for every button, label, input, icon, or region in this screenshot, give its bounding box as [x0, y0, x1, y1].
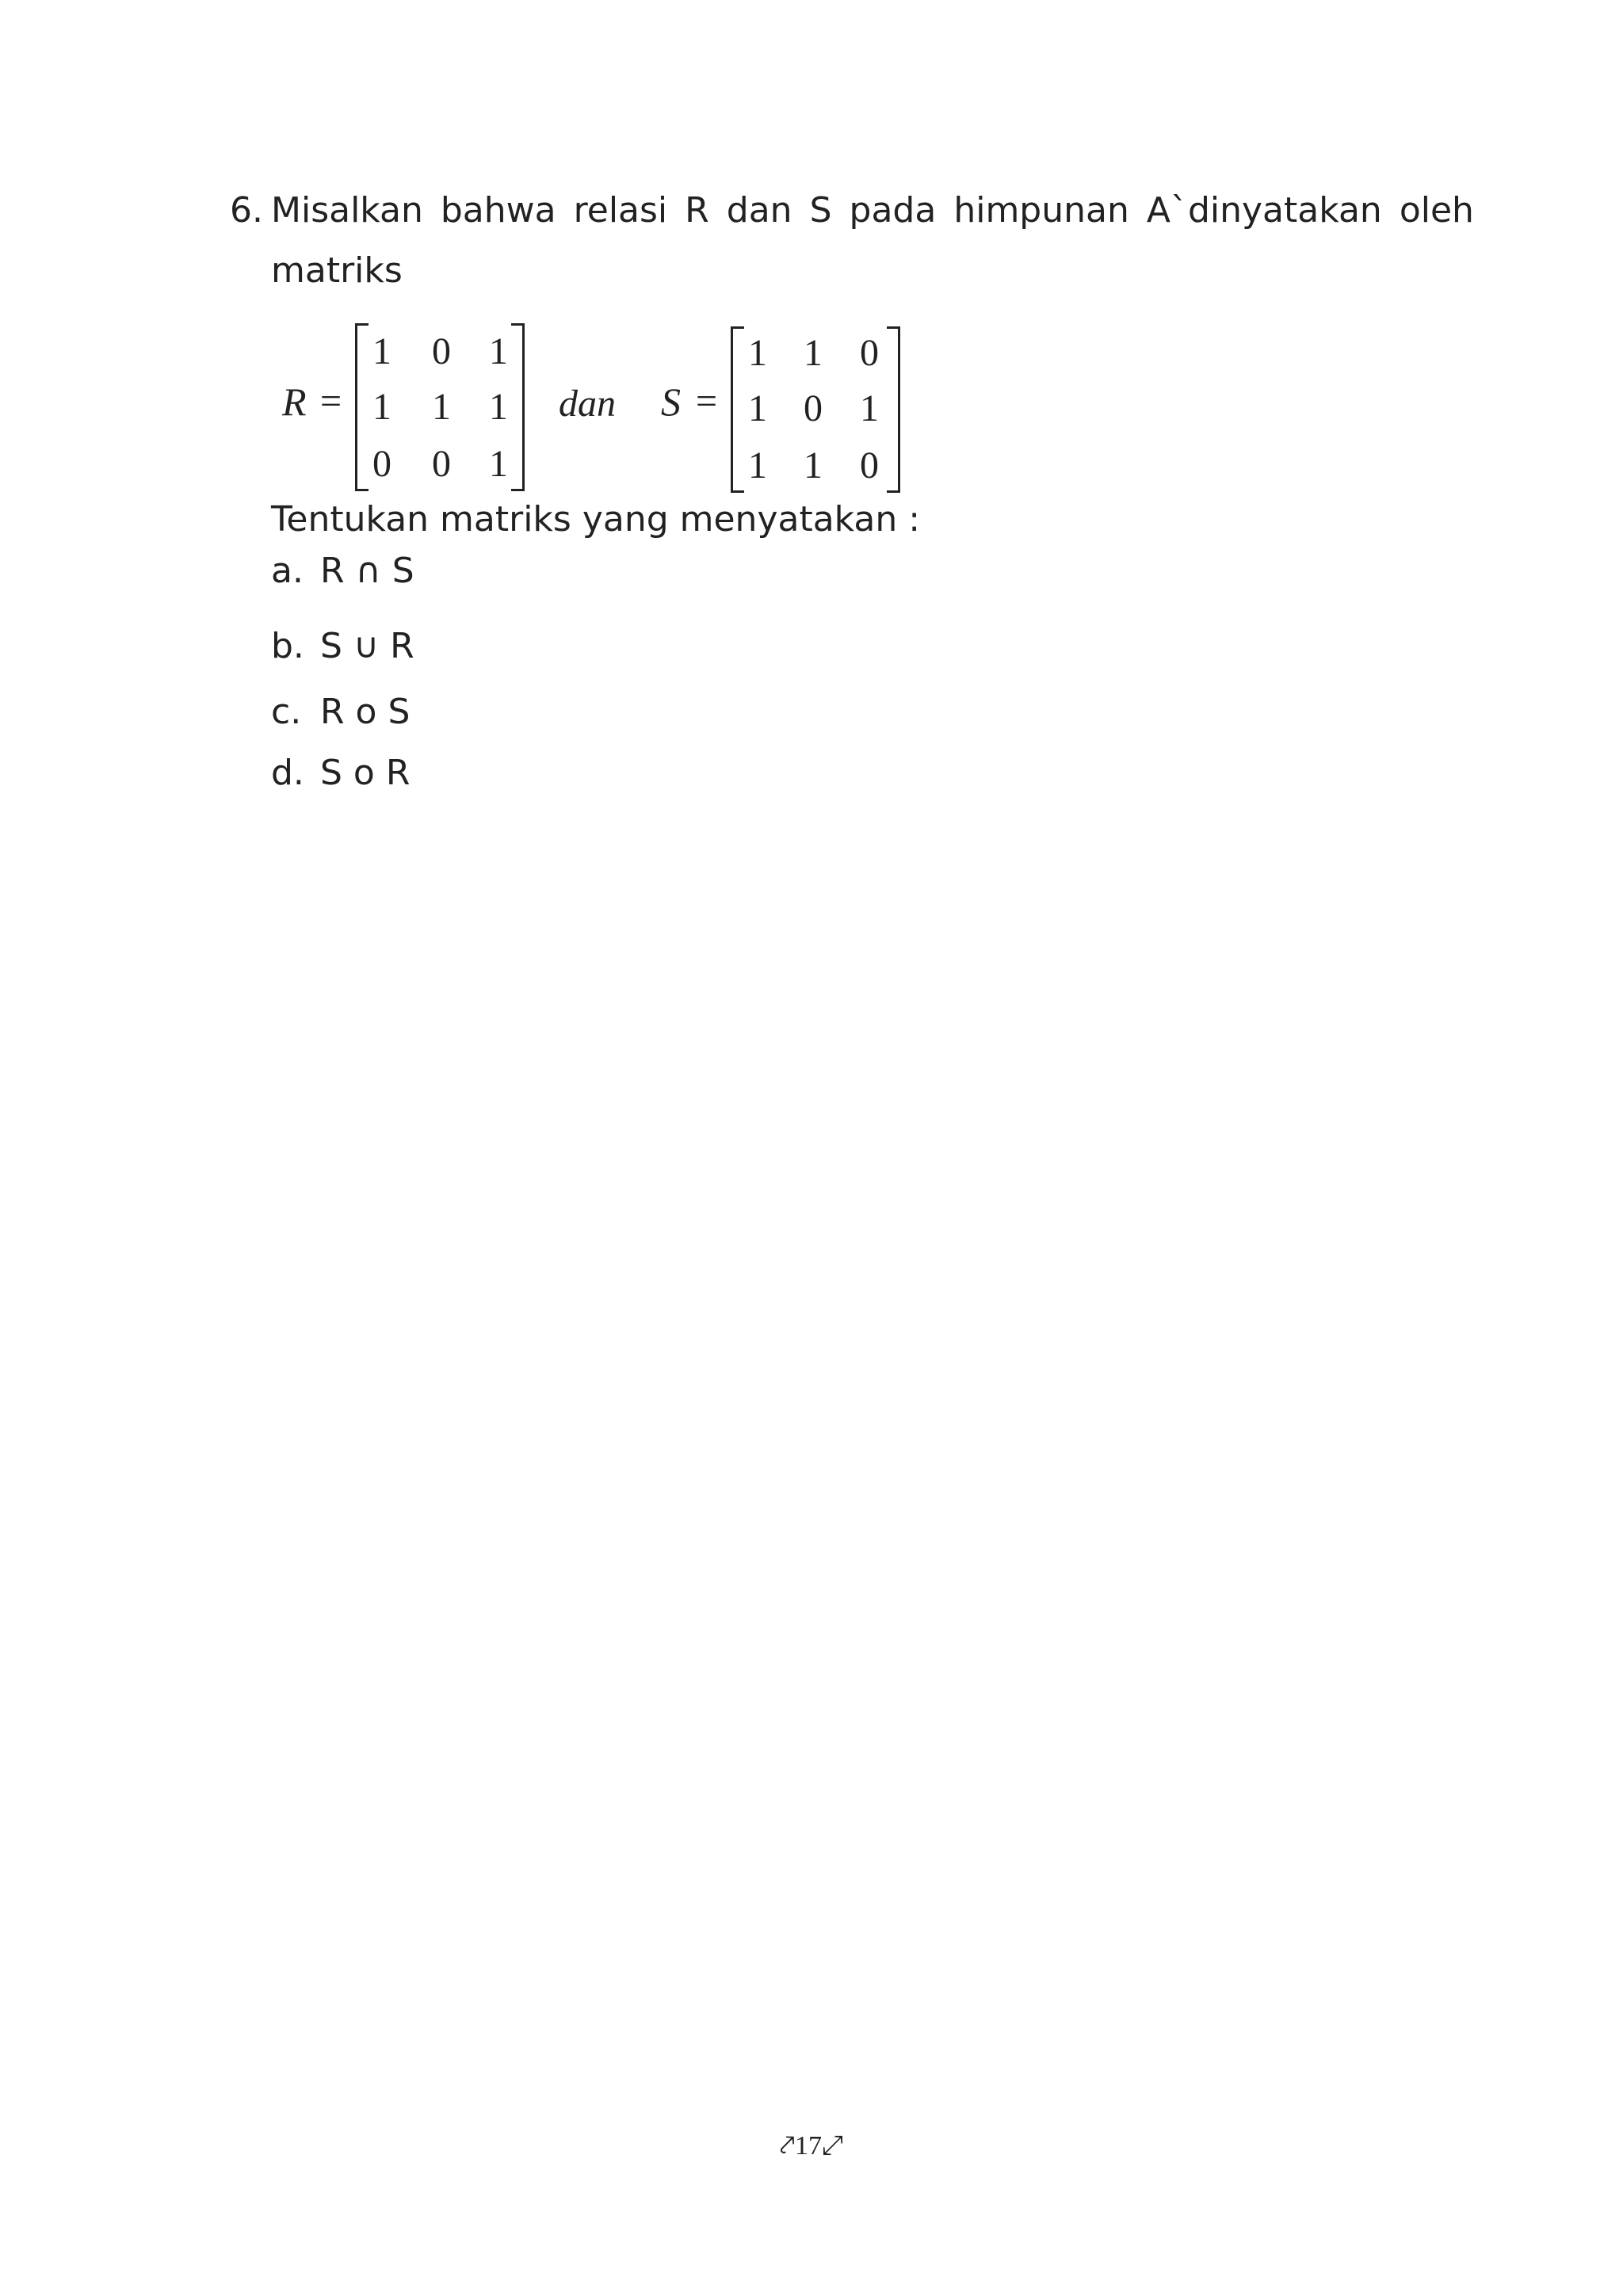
- matrix-s-cell: 0: [860, 444, 879, 486]
- matrix-r-label: R: [282, 379, 307, 424]
- option-expression: S o R: [320, 753, 411, 793]
- matrix-s-cell: 1: [748, 387, 767, 429]
- page-number: [0, 2131, 1623, 2161]
- question-word: bahwa: [440, 190, 556, 231]
- matrix-r-cell: 1: [432, 386, 451, 428]
- connector-dan: dan: [559, 383, 616, 425]
- matrix-r-cell: 1: [372, 330, 391, 372]
- matrix-s-cell: 0: [860, 332, 879, 374]
- question-word: R: [685, 190, 709, 231]
- option-letter: a.: [271, 551, 304, 591]
- matrix-r-cell: 0: [432, 443, 451, 485]
- question-word: Misalkan: [271, 190, 423, 231]
- question-word: S: [809, 190, 832, 231]
- question-word: dan: [726, 190, 792, 231]
- matrix-s-right-bracket: [887, 326, 900, 493]
- page-number-value: 17: [794, 2131, 822, 2161]
- matrix-s: [731, 326, 900, 493]
- matrix-s-cell: 1: [804, 444, 823, 486]
- right-pointer-icon: ⤢: [821, 2131, 844, 2161]
- matrix-r-equals: =: [320, 380, 342, 422]
- option-expression: S ∪ R: [320, 626, 414, 666]
- option-letter: d.: [271, 753, 304, 793]
- matrix-r-cell: 1: [372, 386, 391, 428]
- matrix-r-cell: 1: [489, 443, 508, 485]
- matrix-s-label: S: [661, 379, 681, 424]
- matrix-r-cell: 0: [432, 330, 451, 372]
- matrix-r-cell: 1: [489, 386, 508, 428]
- question-text-line1: [271, 190, 1474, 231]
- option-expression: R o S: [320, 692, 411, 732]
- matrix-r: [355, 323, 525, 491]
- matrix-r-cell: 0: [372, 443, 391, 485]
- option-expression: R ∩ S: [320, 551, 414, 591]
- question-word: A`dinyatakan: [1146, 190, 1382, 231]
- option-letter: c.: [271, 692, 302, 732]
- instruction-text: Tentukan matriks yang menyatakan :: [271, 499, 921, 540]
- matrix-s-cell: 1: [804, 332, 823, 374]
- question-word: himpunan: [953, 190, 1129, 231]
- matrix-s-cell: 0: [804, 387, 823, 429]
- matrix-s-cell: 1: [748, 444, 767, 486]
- matrix-s-cell: 1: [748, 332, 767, 374]
- left-pointer-icon: ⤤: [779, 2131, 795, 2161]
- matrix-r-cell: 1: [489, 330, 508, 372]
- question-word: relasi: [573, 190, 668, 231]
- question-number: 6.: [230, 190, 263, 231]
- option-letter: b.: [271, 626, 304, 666]
- matrix-s-equals: =: [696, 380, 718, 422]
- question-text-line2: matriks: [271, 250, 403, 291]
- question-word: oleh: [1399, 190, 1474, 231]
- matrix-s-cell: 1: [860, 387, 879, 429]
- question-word: pada: [849, 190, 937, 231]
